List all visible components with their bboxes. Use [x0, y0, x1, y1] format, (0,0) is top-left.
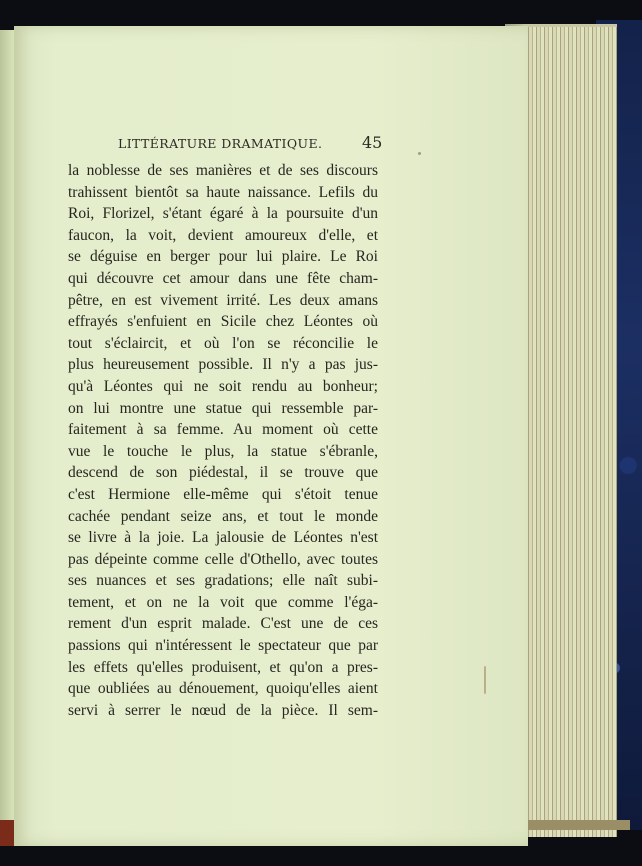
text-line: descend de son piédestal, il se trouve que — [68, 464, 378, 482]
text-line: servi à serrer le nœud de la pièce. Il sem- — [68, 701, 378, 719]
text-line: trahissent bientôt sa haute naissance. Lefils du — [68, 183, 378, 201]
text-line: effrayés s'enfuient en Sicile chez Léontes où — [68, 313, 378, 331]
text-line: qu'à Léontes qui ne soit rendu au bonheur; — [68, 377, 378, 395]
body-text — [68, 160, 378, 721]
text-line: c'est Hermione elle-même qui s'étoit tenue — [68, 485, 378, 503]
text-line: pas dépeinte comme celle d'Othello, avec toutes — [68, 550, 378, 568]
text-line: Roi, Florizel, s'étant égaré à la poursuite d'un — [68, 205, 378, 223]
text-line: les effets qu'elles produisent, et qu'on a pres- — [68, 658, 378, 676]
text-line: passions qui n'intéressent le spectateur que par — [68, 637, 378, 655]
text-line: ses nuances et ses gradations; elle naît subi- — [68, 572, 378, 590]
text-line: cachée pendant seize ans, et tout le monde — [68, 507, 378, 525]
text-line: tement, et on ne la voit que comme l'éga- — [68, 593, 378, 611]
text-line: rement d'un esprit malade. C'est une de ces — [68, 615, 378, 633]
text-line: pêtre, en est vivement irrité. Les deux amans — [68, 291, 378, 309]
running-title: LITTÉRATURE DRAMATIQUE. — [118, 136, 323, 151]
paper-mark — [484, 666, 486, 694]
text-line: que oubliées au dénouement, quoiqu'elles aient — [68, 680, 378, 698]
page-block-bottom — [520, 820, 630, 830]
text-line: vue le touche le plus, la statue s'ébranle, — [68, 442, 378, 460]
text-line: la noblesse de ses manières et de ses discours — [68, 162, 378, 179]
text-line: faitement à sa femme. Au moment où cette — [68, 421, 378, 439]
text-line: on lui montre une statue qui ressemble par- — [68, 399, 378, 417]
paper-speck — [418, 152, 421, 155]
text-line: faucon, la voit, devient amoureux d'elle, et — [68, 226, 378, 244]
text-line: plus heureusement possible. Il n'y a pas jus- — [68, 356, 378, 374]
running-header — [118, 133, 383, 157]
text-line: qui découvre cet amour dans une fête cham- — [68, 269, 378, 287]
text-line: se déguise en berger pour lui plaire. Le Roi — [68, 248, 378, 266]
page-number: 45 — [362, 133, 383, 152]
text-line: se livre à la joie. La jalousie de Léontes n'est — [68, 529, 378, 547]
text-line: tout s'éclaircit, et où l'on se réconcilie le — [68, 334, 378, 352]
